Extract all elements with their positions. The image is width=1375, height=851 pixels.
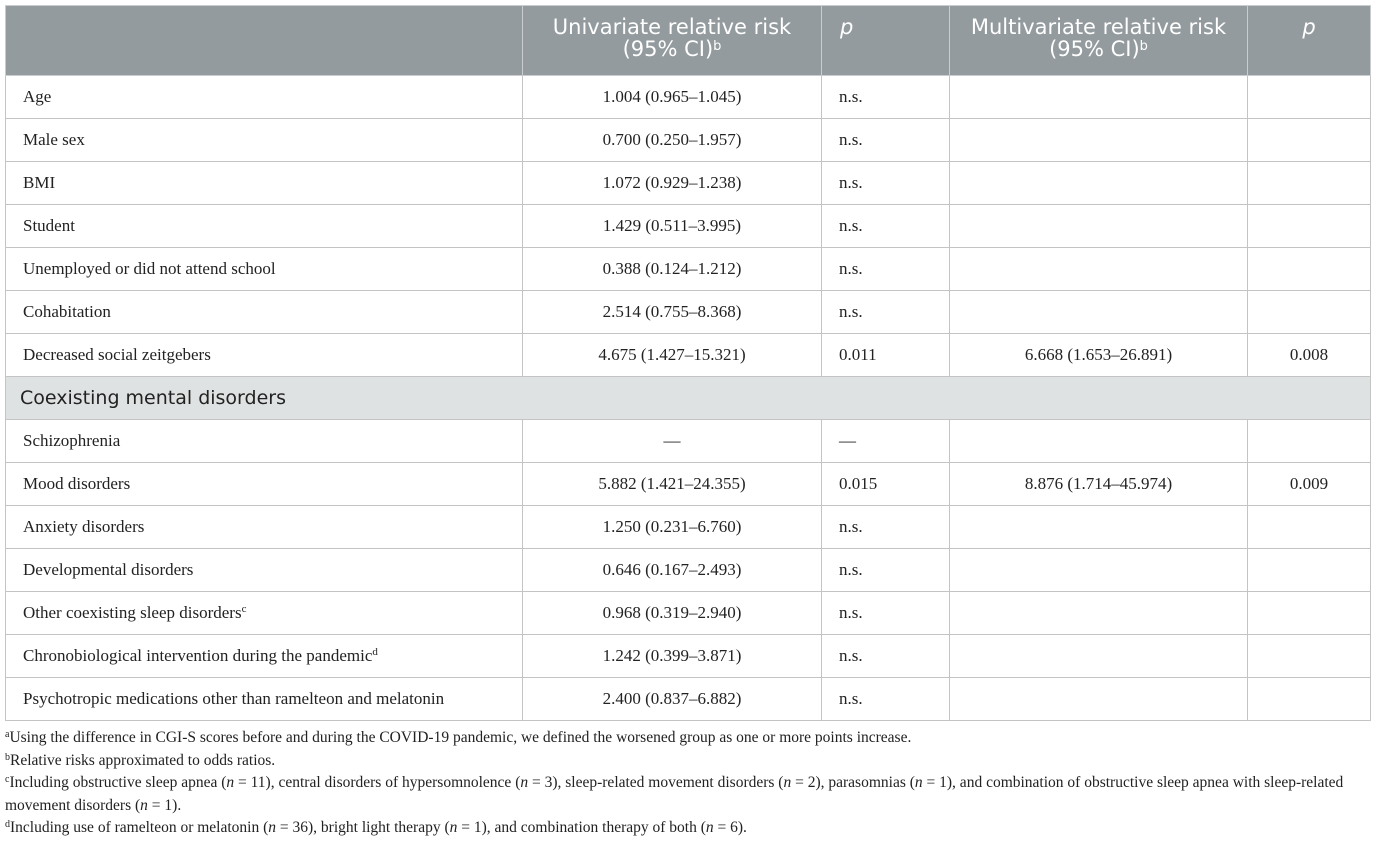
univariate-value: 0.646 (0.167–2.493) — [523, 549, 822, 592]
p-univariate-value: n.s. — [822, 119, 950, 162]
p-univariate-value: n.s. — [822, 678, 950, 721]
multivariate-value: 6.668 (1.653–26.891) — [950, 334, 1248, 377]
univariate-value: 1.004 (0.965–1.045) — [523, 76, 822, 119]
table-header — [6, 6, 1371, 76]
table-row — [6, 119, 1371, 162]
multivariate-value — [950, 76, 1248, 119]
row-label: Unemployed or did not attend school — [6, 248, 523, 291]
row-label: Cohabitation — [6, 291, 523, 334]
univariate-value: 0.388 (0.124–1.212) — [523, 248, 822, 291]
p-multivariate-value — [1248, 678, 1371, 721]
footnotes — [5, 727, 1370, 840]
row-label: Student — [6, 205, 523, 248]
table-row — [6, 205, 1371, 248]
p-multivariate-value — [1248, 76, 1371, 119]
p-univariate-value: — — [822, 420, 950, 463]
p-multivariate-value — [1248, 119, 1371, 162]
table-row — [6, 76, 1371, 119]
row-label: Psychotropic medications other than ramelteon and melatonin — [6, 678, 523, 721]
header-univariate: Univariate relative risk (95% CI)$^b$ — [523, 6, 822, 76]
multivariate-value — [950, 549, 1248, 592]
multivariate-value — [950, 420, 1248, 463]
section-title: Coexisting mental disorders — [6, 377, 1371, 420]
table-row — [6, 162, 1371, 205]
univariate-value: 4.675 (1.427–15.321) — [523, 334, 822, 377]
p-univariate-value: n.s. — [822, 76, 950, 119]
univariate-value: 1.242 (0.399–3.871) — [523, 635, 822, 678]
p-multivariate-value — [1248, 162, 1371, 205]
row-label: Decreased social zeitgebers — [6, 334, 523, 377]
table-row — [6, 420, 1371, 463]
multivariate-value — [950, 162, 1248, 205]
footnote-b: $^b$Relative risks approximated to odds ratios. — [5, 751, 276, 769]
table-row — [6, 506, 1371, 549]
univariate-value: — — [523, 420, 822, 463]
row-label: Male sex — [6, 119, 523, 162]
p-multivariate-value — [1248, 592, 1371, 635]
univariate-value: 2.514 (0.755–8.368) — [523, 291, 822, 334]
p-univariate-value: n.s. — [822, 291, 950, 334]
relative-risk-table — [5, 5, 1371, 721]
row-label: Anxiety disorders — [6, 506, 523, 549]
row-label: Mood disorders — [6, 463, 523, 506]
p-univariate-value: n.s. — [822, 162, 950, 205]
table-row — [6, 678, 1371, 721]
table-row — [6, 334, 1371, 377]
p-multivariate-value — [1248, 248, 1371, 291]
header-p-multivariate: p — [1248, 6, 1371, 76]
p-univariate-value: 0.015 — [822, 463, 950, 506]
table-body-main — [6, 76, 1371, 377]
table-row — [6, 291, 1371, 334]
multivariate-value — [950, 205, 1248, 248]
row-label: Schizophrenia — [6, 420, 523, 463]
multivariate-value — [950, 592, 1248, 635]
univariate-value: 1.250 (0.231–6.760) — [523, 506, 822, 549]
table-body-mental-disorders — [6, 420, 1371, 721]
table-section — [6, 377, 1371, 420]
p-multivariate-value — [1248, 420, 1371, 463]
p-multivariate-value: 0.009 — [1248, 463, 1371, 506]
header-multivariate: Multivariate relative risk (95% CI)$^b$ — [950, 6, 1248, 76]
univariate-value: 1.072 (0.929–1.238) — [523, 162, 822, 205]
table-row — [6, 248, 1371, 291]
p-multivariate-value — [1248, 635, 1371, 678]
p-univariate-value: n.s. — [822, 248, 950, 291]
multivariate-value — [950, 635, 1248, 678]
footnote-c: $^c$Including obstructive sleep apnea (n = 11), central disorders of hypersomnolence (n = 3), sleep-related movement disorders (n = 2), parasomnias (n = 1), and combination of obstructive sleep apnea with sleep-related movement disorders (n = 1). — [5, 774, 1344, 814]
p-univariate-value: n.s. — [822, 205, 950, 248]
row-label: Other coexisting sleep disorders$^c$ — [6, 592, 523, 635]
section-row — [6, 377, 1371, 420]
multivariate-value — [950, 291, 1248, 334]
row-label: Developmental disorders — [6, 549, 523, 592]
univariate-value: 2.400 (0.837–6.882) — [523, 678, 822, 721]
p-multivariate-value — [1248, 549, 1371, 592]
univariate-value: 0.968 (0.319–2.940) — [523, 592, 822, 635]
univariate-value: 1.429 (0.511–3.995) — [523, 205, 822, 248]
p-multivariate-value — [1248, 205, 1371, 248]
table-row — [6, 592, 1371, 635]
p-univariate-value: n.s. — [822, 592, 950, 635]
univariate-value: 0.700 (0.250–1.957) — [523, 119, 822, 162]
p-multivariate-value — [1248, 291, 1371, 334]
row-label: Chronobiological intervention during the pandemic$^d$ — [6, 635, 523, 678]
p-multivariate-value — [1248, 506, 1371, 549]
results-table-container — [5, 5, 1370, 721]
multivariate-value: 8.876 (1.714–45.974) — [950, 463, 1248, 506]
p-univariate-value: n.s. — [822, 549, 950, 592]
multivariate-value — [950, 119, 1248, 162]
footnote-d: $^d$Including use of ramelteon or melatonin (n = 36), bright light therapy (n = 1), and combination therapy of both (n = 6). — [5, 819, 747, 837]
header-p-univariate: p — [822, 6, 950, 76]
multivariate-value — [950, 506, 1248, 549]
p-univariate-value: 0.011 — [822, 334, 950, 377]
univariate-value: 5.882 (1.421–24.355) — [523, 463, 822, 506]
p-univariate-value: n.s. — [822, 635, 950, 678]
p-multivariate-value: 0.008 — [1248, 334, 1371, 377]
row-label: Age — [6, 76, 523, 119]
table-row — [6, 463, 1371, 506]
header-variable — [6, 6, 523, 76]
table-row — [6, 635, 1371, 678]
multivariate-value — [950, 248, 1248, 291]
table-row — [6, 549, 1371, 592]
p-univariate-value: n.s. — [822, 506, 950, 549]
multivariate-value — [950, 678, 1248, 721]
footnote-a: $^a$Using the difference in CGI-S scores before and during the COVID-19 pandemic, we defined the worsened group as one or more points increase. — [5, 729, 912, 746]
row-label: BMI — [6, 162, 523, 205]
